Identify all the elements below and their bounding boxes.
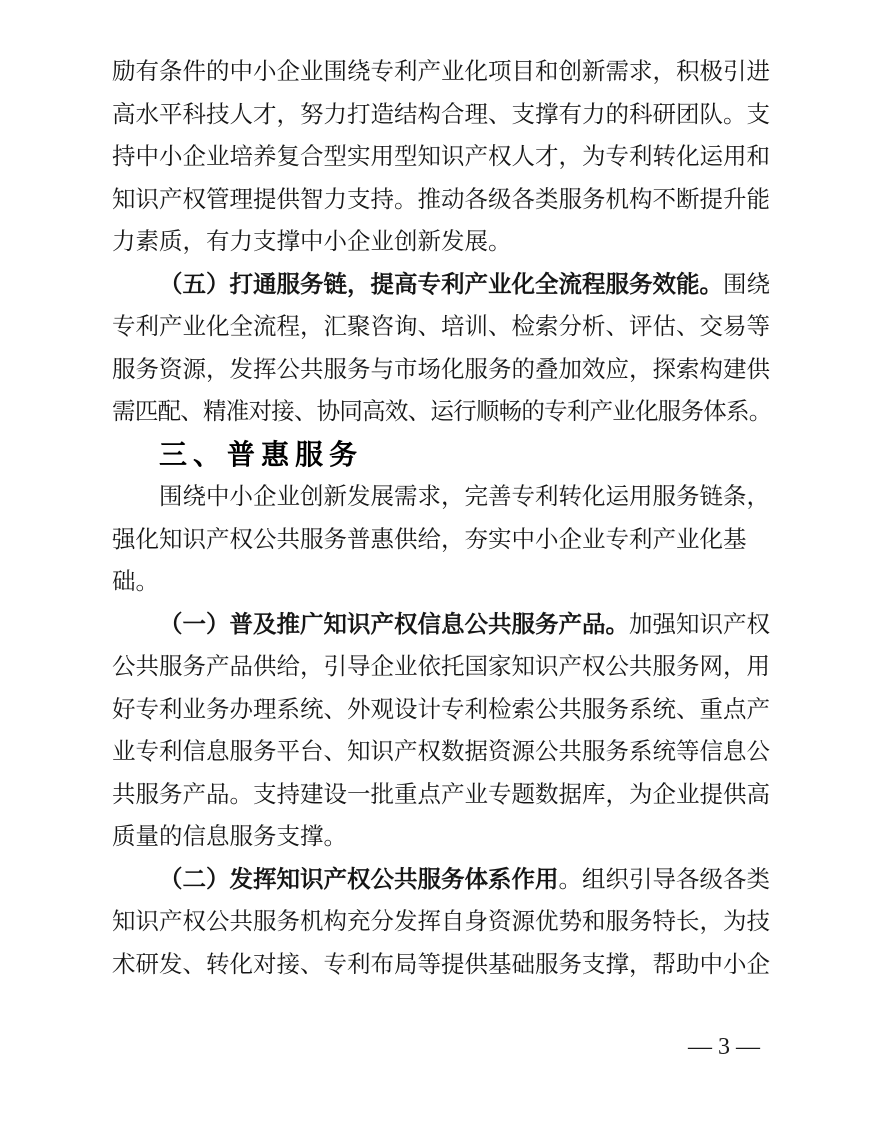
body-text: 础。 [112,569,159,595]
body-text: 需匹配、精准对接、协同高效、运行顺畅的专利产业化服务体系。 [112,399,772,425]
text-line [112,519,772,562]
text-block [112,51,772,986]
text-line [112,561,772,604]
page-number: — 3 — [688,1034,760,1060]
body-text: 业专利信息服务平台、知识产权数据资源公共服务系统等信息公 [112,739,770,765]
body-text: 术研发、转化对接、专利布局等提供基础服务支撑，帮助中小企 [112,951,770,978]
text-line [112,136,772,179]
body-text: 高水平科技人才，努力打造结构合理、支撑有力的科研团队。支 [112,101,770,128]
paragraph-lead-text: （五）打通服务链，提高专利产业化全流程服务效能。 [159,271,723,298]
text-line [112,94,772,137]
text-line [112,859,772,902]
body-text: 服务资源，发挥公共服务与市场化服务的叠加效应，探索构建供 [112,356,770,383]
text-line [112,774,772,817]
body-text: 加强知识产权 [629,611,770,638]
text-line [112,944,772,987]
text-line [112,349,772,392]
paragraph-lead-text: （二）发挥知识产权公共服务体系作用 [159,866,559,893]
text-line [112,604,772,647]
text-line [112,221,772,264]
text-line [112,264,772,307]
text-line [112,179,772,222]
text-line [112,391,772,434]
body-text: 。组织引导各级各类 [558,866,770,893]
body-text: 围绕中小企业创新发展需求，完善专利转化运用服务链条， [159,484,770,510]
heading-text: 三、普惠服务 [159,438,364,470]
body-text: 知识产权公共服务机构充分发挥自身资源优势和服务特长，为技 [112,909,770,935]
body-text: 强化知识产权公共服务普惠供给，夯实中小企业专利产业化基 [112,526,747,553]
body-text: 公共服务产品供给，引导企业依托国家知识产权公共服务网，用 [112,654,770,680]
text-line [112,689,772,732]
body-text: 持中小企业培养复合型实用型知识产权人才，为专利转化运用和 [112,144,770,170]
body-text: 励有条件的中小企业围绕专利产业化项目和创新需求，积极引进 [112,59,770,85]
text-line [112,901,772,944]
body-text: 质量的信息服务支撑。 [112,824,347,850]
body-text: 力素质，有力支撑中小企业创新发展。 [112,229,512,255]
body-text: 好专利业务办理系统、外观设计专利检索公共服务系统、重点产 [112,696,770,723]
text-line [112,816,772,859]
section-heading [112,434,772,477]
text-line [112,51,772,94]
body-text: 围绕 [723,271,770,298]
body-text: 共服务产品。支持建设一批重点产业专题数据库，为企业提供高 [112,781,770,808]
text-line [112,731,772,774]
body-text: 知识产权管理提供智力支持。推动各级各类服务机构不断提升能 [112,186,770,213]
text-line [112,476,772,519]
paragraph-lead-text: （一）普及推广知识产权信息公共服务产品。 [159,611,629,638]
body-text: 专利产业化全流程，汇聚咨询、培训、检索分析、评估、交易等 [112,314,770,340]
text-line [112,306,772,349]
text-line [112,646,772,689]
